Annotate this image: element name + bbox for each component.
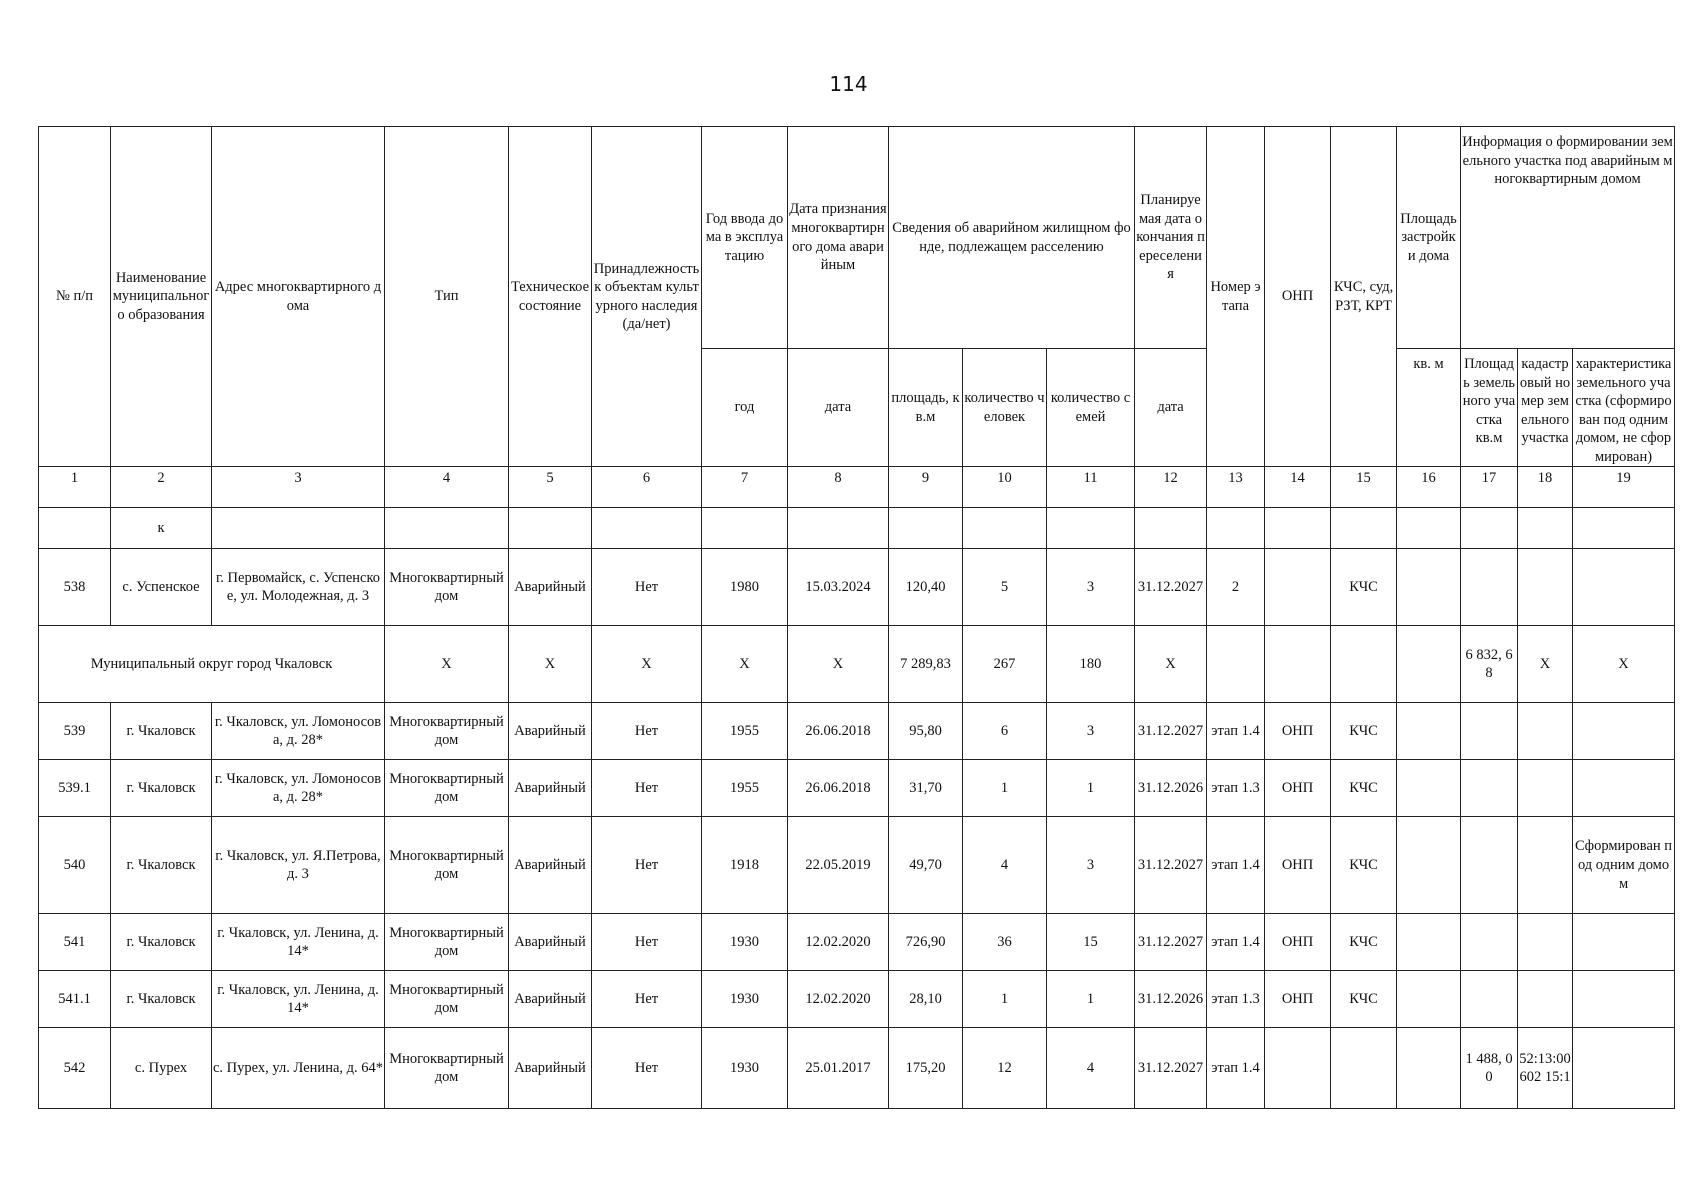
row-families: 15 (1047, 914, 1135, 971)
row-build-area (1397, 914, 1461, 971)
row-type: Многоквартирный дом (385, 760, 509, 817)
row-num: 539.1 (39, 760, 111, 817)
row-end-date: 31.12.2027 (1135, 549, 1207, 626)
row-stage: этап 1.3 (1207, 760, 1265, 817)
row-heritage: Нет (592, 817, 702, 914)
header-land-char: характеристика земельного участка (сформирован под одним домом, не сформирован) (1573, 349, 1675, 467)
row-date: 26.06.2018 (788, 760, 889, 817)
colnum: 13 (1207, 467, 1265, 508)
row-date: 12.02.2020 (788, 914, 889, 971)
row-land-char (1573, 914, 1675, 971)
row-build-area (1397, 971, 1461, 1028)
row-end-date: 31.12.2027 (1135, 914, 1207, 971)
row-state: Аварийный (509, 760, 592, 817)
row-num: 541 (39, 914, 111, 971)
row-type: Многоквартирный дом (385, 817, 509, 914)
row-state: Аварийный (509, 1028, 592, 1109)
total-families: 180 (1047, 626, 1135, 703)
row-land-area (1461, 760, 1518, 817)
row-area: 175,20 (889, 1028, 963, 1109)
row-municipality: г. Чкаловск (111, 760, 212, 817)
row-type: Многоквартирный дом (385, 914, 509, 971)
row-year: 1930 (702, 914, 788, 971)
row-year: 1955 (702, 760, 788, 817)
row-end-date: 31.12.2027 (1135, 703, 1207, 760)
total-type: Х (385, 626, 509, 703)
row-cadastral: 52:13:00 602 15:1 (1518, 1028, 1573, 1109)
row-cadastral (1518, 549, 1573, 626)
row-heritage: Нет (592, 703, 702, 760)
row-kchs (1331, 1028, 1397, 1109)
subheader-people: количество человек (963, 349, 1047, 467)
total-state: Х (509, 626, 592, 703)
colnum: 10 (963, 467, 1047, 508)
row-year: 1955 (702, 703, 788, 760)
colnum: 2 (111, 467, 212, 508)
row-families: 1 (1047, 760, 1135, 817)
row-address: г. Чкаловск, ул. Ленина, д. 14* (212, 914, 385, 971)
land-area-label: Площадь земельного участка (1462, 356, 1516, 428)
row-address: г. Чкаловск, ул. Ленина, д. 14* (212, 971, 385, 1028)
header-land-group: Информация о формировании земельного участка под аварийным многоквартирным домом (1461, 127, 1675, 349)
header-num: № п/п (39, 127, 111, 467)
row-cadastral (1518, 914, 1573, 971)
row-stage: этап 1.4 (1207, 817, 1265, 914)
row-build-area (1397, 703, 1461, 760)
total-land-area: 6 832, 68 (1461, 626, 1518, 703)
row-heritage: Нет (592, 1028, 702, 1109)
colnum: 5 (509, 467, 592, 508)
row-municipality: г. Чкаловск (111, 914, 212, 971)
subheader-date: дата (788, 349, 889, 467)
row-heritage: Нет (592, 971, 702, 1028)
row-land-char (1573, 1028, 1675, 1109)
row-year: 1918 (702, 817, 788, 914)
row-state: Аварийный (509, 703, 592, 760)
colnum: 15 (1331, 467, 1397, 508)
subheader-year: год (702, 349, 788, 467)
row-land-area (1461, 703, 1518, 760)
colnum: 3 (212, 467, 385, 508)
column-numbers-row (39, 467, 1675, 508)
table-header (39, 127, 1675, 467)
row-land-area (1461, 817, 1518, 914)
row-land-area (1461, 971, 1518, 1028)
row-land-char (1573, 760, 1675, 817)
row-state: Аварийный (509, 817, 592, 914)
row-area: 31,70 (889, 760, 963, 817)
total-year: Х (702, 626, 788, 703)
row-date: 25.01.2017 (788, 1028, 889, 1109)
row-type: Многоквартирный дом (385, 1028, 509, 1109)
row-cadastral (1518, 703, 1573, 760)
header-housing-group: Сведения об аварийном жилищном фонде, подлежащем расселению (889, 127, 1135, 349)
continuation-row (39, 508, 1675, 549)
header-recognition-date: Дата признания многоквартирного дома аварийным (788, 127, 889, 349)
row-municipality: с. Успенское (111, 549, 212, 626)
header-kchs: КЧС, суд, РЗТ, КРТ (1331, 127, 1397, 467)
row-land-area (1461, 549, 1518, 626)
row-stage: этап 1.4 (1207, 914, 1265, 971)
row-land-char: Сформирован под одним домом (1573, 817, 1675, 914)
row-num: 539 (39, 703, 111, 760)
row-address: с. Пурех, ул. Ленина, д. 64* (212, 1028, 385, 1109)
colnum: 11 (1047, 467, 1135, 508)
row-stage: этап 1.3 (1207, 971, 1265, 1028)
row-year: 1930 (702, 971, 788, 1028)
header-onp: ОНП (1265, 127, 1331, 467)
colnum: 19 (1573, 467, 1675, 508)
row-cadastral (1518, 760, 1573, 817)
total-cadastral: Х (1518, 626, 1573, 703)
table-row (39, 760, 1675, 817)
row-people: 1 (963, 971, 1047, 1028)
row-heritage: Нет (592, 914, 702, 971)
continuation-text: к (111, 508, 212, 549)
row-onp: ОНП (1265, 760, 1331, 817)
colnum: 4 (385, 467, 509, 508)
row-num: 540 (39, 817, 111, 914)
row-area: 726,90 (889, 914, 963, 971)
subheader-end-date: дата (1135, 349, 1207, 467)
page-number: 114 (829, 72, 868, 96)
header-cadastral: кадастровый номер земельного участка (1518, 349, 1573, 467)
row-build-area (1397, 760, 1461, 817)
row-type: Многоквартирный дом (385, 549, 509, 626)
row-families: 1 (1047, 971, 1135, 1028)
row-end-date: 31.12.2026 (1135, 760, 1207, 817)
row-municipality: г. Чкаловск (111, 817, 212, 914)
row-year: 1980 (702, 549, 788, 626)
row-land-char (1573, 703, 1675, 760)
row-kchs: КЧС (1331, 703, 1397, 760)
row-onp: ОНП (1265, 817, 1331, 914)
row-people: 1 (963, 760, 1047, 817)
row-num: 541.1 (39, 971, 111, 1028)
header-heritage: Принадлежность к объектам культурного наследия (да/нет) (592, 127, 702, 467)
row-date: 12.02.2020 (788, 971, 889, 1028)
header-land-area (1461, 349, 1518, 467)
table-row (39, 971, 1675, 1028)
row-families: 3 (1047, 703, 1135, 760)
row-date: 26.06.2018 (788, 703, 889, 760)
total-label: Муниципальный округ город Чкаловск (39, 626, 385, 703)
row-kchs: КЧС (1331, 549, 1397, 626)
row-onp: ОНП (1265, 914, 1331, 971)
row-address: г. Чкаловск, ул. Ломоносова, д. 28* (212, 760, 385, 817)
row-end-date: 31.12.2027 (1135, 1028, 1207, 1109)
table-row (39, 817, 1675, 914)
total-row (39, 626, 1675, 703)
row-people: 5 (963, 549, 1047, 626)
row-cadastral (1518, 817, 1573, 914)
colnum: 1 (39, 467, 111, 508)
total-land-char: Х (1573, 626, 1675, 703)
row-land-area (1461, 914, 1518, 971)
row-end-date: 31.12.2026 (1135, 971, 1207, 1028)
row-area: 95,80 (889, 703, 963, 760)
header-tech-state: Техническое состояние (509, 127, 592, 467)
header-municipality: Наименование муниципального образования (111, 127, 212, 467)
table-row (39, 703, 1675, 760)
header-planned-end: Планируемая дата окончания переселения (1135, 127, 1207, 349)
row-families: 4 (1047, 1028, 1135, 1109)
header-build-area: Площадь застройки дома (1397, 127, 1461, 349)
row-build-area (1397, 817, 1461, 914)
subheader-sqm: кв. м (1397, 349, 1461, 467)
row-area: 28,10 (889, 971, 963, 1028)
colnum: 17 (1461, 467, 1518, 508)
row-stage: этап 1.4 (1207, 1028, 1265, 1109)
emergency-housing-table (38, 126, 1675, 1109)
row-build-area (1397, 549, 1461, 626)
row-stage: этап 1.4 (1207, 703, 1265, 760)
row-end-date: 31.12.2027 (1135, 817, 1207, 914)
row-families: 3 (1047, 549, 1135, 626)
total-end-date: Х (1135, 626, 1207, 703)
row-land-area: 1 488, 00 (1461, 1028, 1518, 1109)
row-state: Аварийный (509, 914, 592, 971)
row-build-area (1397, 1028, 1461, 1109)
row-date: 22.05.2019 (788, 817, 889, 914)
land-area-unit: кв.м (1475, 430, 1503, 447)
row-address: г. Первомайск, с. Успенское, ул. Молодежная, д. 3 (212, 549, 385, 626)
row-address: г. Чкаловск, ул. Я.Петрова, д. 3 (212, 817, 385, 914)
colnum: 12 (1135, 467, 1207, 508)
row-onp: ОНП (1265, 971, 1331, 1028)
row-onp: ОНП (1265, 703, 1331, 760)
row-land-char (1573, 971, 1675, 1028)
row-year: 1930 (702, 1028, 788, 1109)
colnum: 7 (702, 467, 788, 508)
total-people: 267 (963, 626, 1047, 703)
row-onp (1265, 1028, 1331, 1109)
colnum: 8 (788, 467, 889, 508)
colnum: 18 (1518, 467, 1573, 508)
row-people: 36 (963, 914, 1047, 971)
subheader-area: площадь, кв.м (889, 349, 963, 467)
row-date: 15.03.2024 (788, 549, 889, 626)
row-kchs: КЧС (1331, 817, 1397, 914)
row-type: Многоквартирный дом (385, 703, 509, 760)
row-families: 3 (1047, 817, 1135, 914)
row-address: г. Чкаловск, ул. Ломоносова, д. 28* (212, 703, 385, 760)
table-row (39, 1028, 1675, 1109)
row-state: Аварийный (509, 971, 592, 1028)
header-type: Тип (385, 127, 509, 467)
colnum: 14 (1265, 467, 1331, 508)
header-address: Адрес многоквартирного дома (212, 127, 385, 467)
total-date: Х (788, 626, 889, 703)
subheader-families: количество семей (1047, 349, 1135, 467)
row-num: 542 (39, 1028, 111, 1109)
row-area: 49,70 (889, 817, 963, 914)
row-municipality: г. Чкаловск (111, 971, 212, 1028)
row-heritage: Нет (592, 760, 702, 817)
row-municipality: с. Пурех (111, 1028, 212, 1109)
row-stage: 2 (1207, 549, 1265, 626)
row-kchs: КЧС (1331, 914, 1397, 971)
row-people: 4 (963, 817, 1047, 914)
total-heritage: Х (592, 626, 702, 703)
table-row (39, 914, 1675, 971)
row-area: 120,40 (889, 549, 963, 626)
row-type: Многоквартирный дом (385, 971, 509, 1028)
row-heritage: Нет (592, 549, 702, 626)
row-onp (1265, 549, 1331, 626)
colnum: 6 (592, 467, 702, 508)
total-area: 7 289,83 (889, 626, 963, 703)
row-num: 538 (39, 549, 111, 626)
row-people: 12 (963, 1028, 1047, 1109)
colnum: 16 (1397, 467, 1461, 508)
row-municipality: г. Чкаловск (111, 703, 212, 760)
row-people: 6 (963, 703, 1047, 760)
header-commission-year: Год ввода дома в эксплуатацию (702, 127, 788, 349)
header-stage: Номер этапа (1207, 127, 1265, 467)
row-kchs: КЧС (1331, 971, 1397, 1028)
colnum: 9 (889, 467, 963, 508)
table-row (39, 549, 1675, 626)
row-cadastral (1518, 971, 1573, 1028)
row-land-char (1573, 549, 1675, 626)
row-state: Аварийный (509, 549, 592, 626)
row-kchs: КЧС (1331, 760, 1397, 817)
